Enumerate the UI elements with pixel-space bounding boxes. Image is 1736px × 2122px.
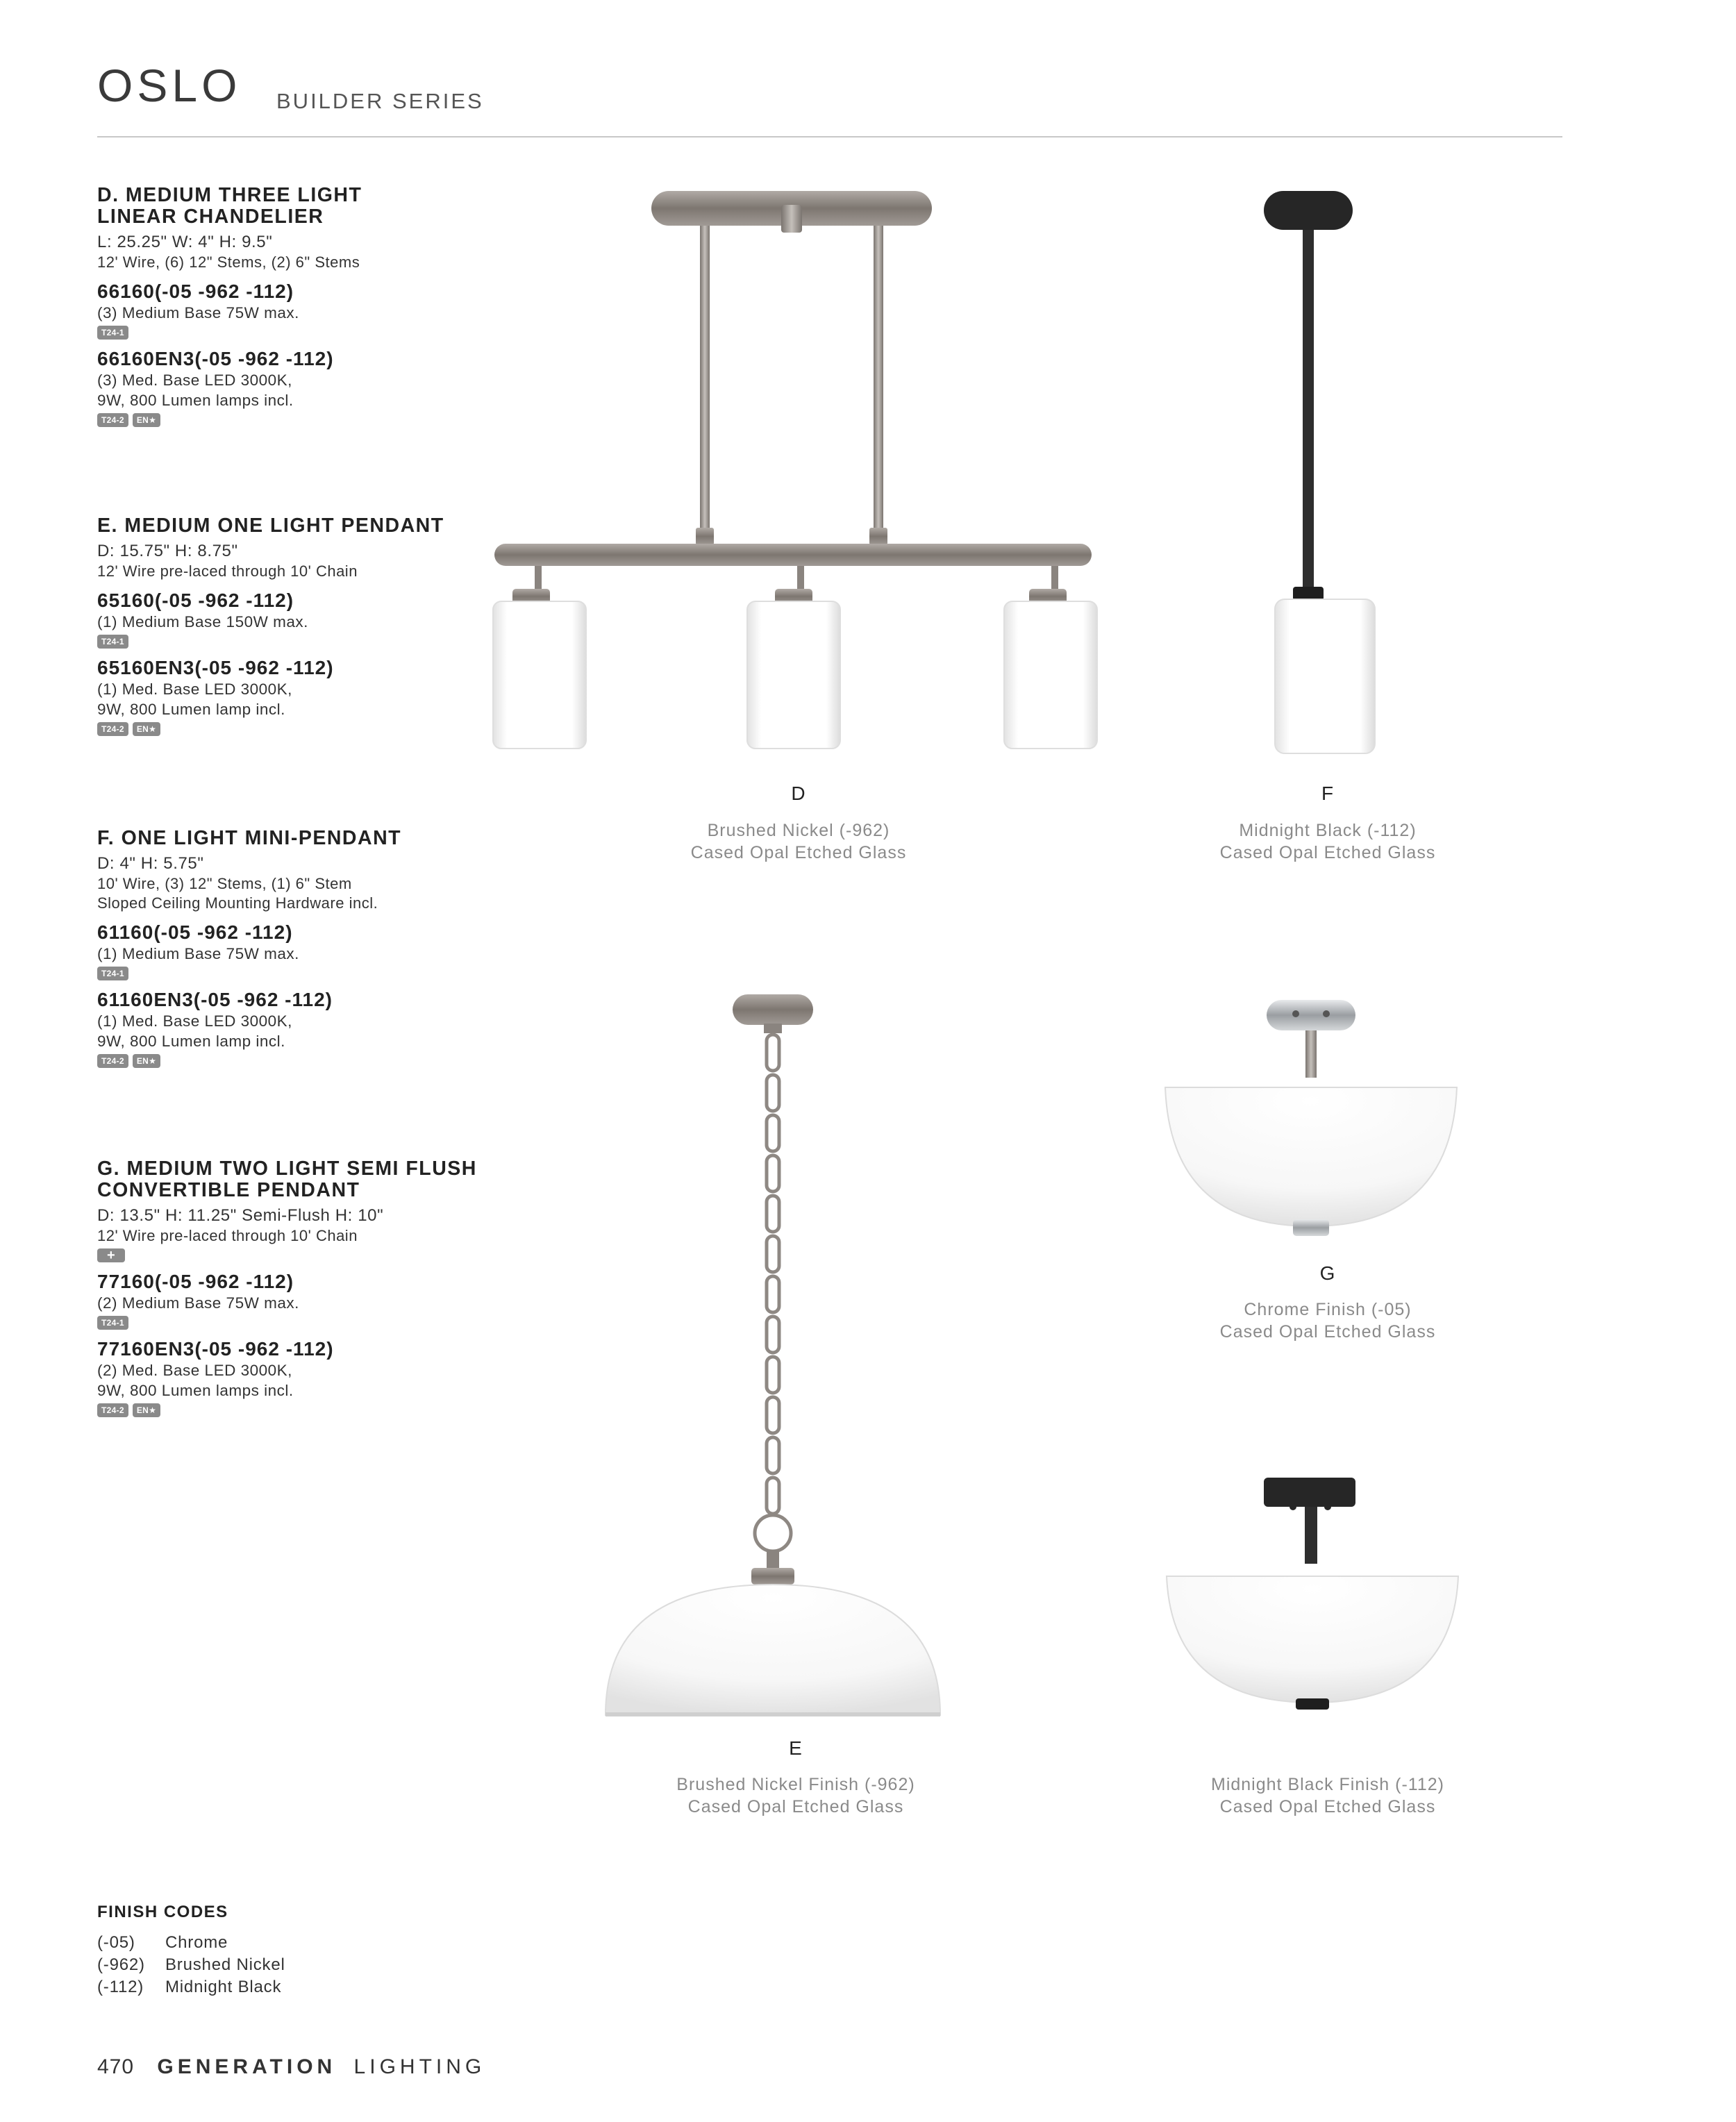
energy-star-badge: EN★	[133, 722, 160, 736]
product-note: 12' Wire pre-laced through 10' Chain	[97, 1227, 358, 1244]
figure-caption-g	[1154, 1298, 1501, 1343]
caption-glass: Cased Opal Etched Glass	[1219, 843, 1436, 862]
semi-flush-black-image	[1167, 1478, 1458, 1710]
pendant-e-image	[606, 994, 940, 1716]
figure-caption-g-black	[1154, 1773, 1501, 1818]
finish-codes-title: FINISH CODES	[97, 1903, 228, 1921]
mini-pendant-f-image	[1264, 191, 1375, 753]
page-number: 470	[97, 2055, 135, 2078]
product-code: 65160(-05 -962 -112)	[97, 590, 294, 611]
product-title: LINEAR CHANDELIER	[97, 206, 324, 228]
product-lamp-desc: (2) Med. Base LED 3000K,	[97, 1362, 292, 1379]
product-lamp-desc: 9W, 800 Lumen lamps incl.	[97, 392, 294, 409]
finish-name: Chrome	[165, 1933, 228, 1952]
finish-codes-table	[97, 1932, 285, 1998]
title24-badge: T24-2	[97, 1054, 128, 1068]
chain	[755, 1035, 791, 1551]
energy-star-badge: EN★	[133, 413, 160, 427]
product-lamp-desc: (3) Med. Base LED 3000K,	[97, 371, 292, 389]
energy-star-badge: EN★	[133, 1054, 160, 1068]
product-note: 10' Wire, (3) 12" Stems, (1) 6" Stem	[97, 875, 352, 892]
product-code: 61160(-05 -962 -112)	[97, 921, 293, 943]
product-lamp-desc: (1) Medium Base 75W max.	[97, 945, 299, 962]
product-code: 66160(-05 -962 -112)	[97, 281, 294, 302]
product-dimensions: D: 15.75" H: 8.75"	[97, 542, 238, 560]
product-code: 77160EN3(-05 -962 -112)	[97, 1338, 334, 1360]
footer-brand-light: LIGHTING	[353, 2055, 486, 2078]
finish-code: (-112)	[97, 1978, 144, 1996]
product-lamp-desc: 9W, 800 Lumen lamp incl.	[97, 701, 285, 718]
product-lamp-desc: 9W, 800 Lumen lamps incl.	[97, 1382, 294, 1399]
footer-brand-bold: GENERATION	[157, 2055, 337, 2078]
figure-caption-e	[622, 1773, 969, 1818]
caption-glass: Cased Opal Etched Glass	[1219, 1797, 1436, 1816]
product-dimensions: D: 13.5" H: 11.25" Semi-Flush H: 10"	[97, 1206, 384, 1225]
finish-code-row	[97, 1954, 285, 1976]
product-lamp-desc: (1) Med. Base LED 3000K,	[97, 1012, 292, 1030]
product-lamp-desc: (3) Medium Base 75W max.	[97, 304, 299, 321]
figure-letter-e: E	[789, 1737, 803, 1759]
title24-badge: T24-2	[97, 1403, 128, 1417]
finish-code: (-05)	[97, 1933, 135, 1952]
figure-letter-f: F	[1321, 783, 1335, 804]
collection-title: OSLO	[97, 60, 242, 111]
title24-badge: T24-2	[97, 722, 128, 736]
product-title: G. MEDIUM TWO LIGHT SEMI FLUSH	[97, 1158, 477, 1180]
chandelier-d-image	[493, 191, 1097, 749]
finish-name: Brushed Nickel	[165, 1955, 285, 1974]
product-title: F. ONE LIGHT MINI-PENDANT	[97, 827, 402, 849]
product-title: D. MEDIUM THREE LIGHT	[97, 184, 362, 206]
product-note: Sloped Ceiling Mounting Hardware incl.	[97, 894, 378, 912]
product-dimensions: L: 25.25" W: 4" H: 9.5"	[97, 233, 273, 251]
product-lamp-desc: 9W, 800 Lumen lamp incl.	[97, 1033, 285, 1050]
title24-badge: T24-1	[97, 967, 128, 980]
product-note: 12' Wire pre-laced through 10' Chain	[97, 562, 358, 580]
finish-code-row	[97, 1932, 285, 1954]
page-footer	[97, 2055, 485, 2079]
figure-caption-d	[625, 819, 972, 864]
finish-name: Midnight Black	[165, 1978, 282, 1996]
convertible-badge: +	[97, 1248, 125, 1262]
product-code: 61160EN3(-05 -962 -112)	[97, 989, 333, 1010]
product-lamp-desc: (2) Medium Base 75W max.	[97, 1294, 299, 1312]
product-note: 12' Wire, (6) 12" Stems, (2) 6" Stems	[97, 253, 360, 271]
collection-series: BUILDER SERIES	[276, 89, 484, 113]
finish-code-row	[97, 1976, 285, 1998]
finish-code: (-962)	[97, 1955, 145, 1974]
product-code: 77160(-05 -962 -112)	[97, 1271, 294, 1292]
title24-badge: T24-1	[97, 635, 128, 649]
product-title: CONVERTIBLE PENDANT	[97, 1179, 360, 1201]
caption-finish: Midnight Black (-112)	[1239, 821, 1417, 840]
product-dimensions: D: 4" H: 5.75"	[97, 854, 204, 873]
title24-badge: T24-1	[97, 1316, 128, 1330]
caption-glass: Cased Opal Etched Glass	[687, 1797, 904, 1816]
caption-finish: Brushed Nickel (-962)	[707, 821, 890, 840]
caption-glass: Cased Opal Etched Glass	[1219, 1322, 1436, 1342]
caption-finish: Midnight Black Finish (-112)	[1211, 1775, 1444, 1794]
product-code: 65160EN3(-05 -962 -112)	[97, 657, 334, 678]
caption-finish: Chrome Finish (-05)	[1244, 1300, 1412, 1319]
product-title: E. MEDIUM ONE LIGHT PENDANT	[97, 515, 444, 537]
product-lamp-desc: (1) Medium Base 150W max.	[97, 613, 308, 630]
title24-badge: T24-1	[97, 326, 128, 340]
caption-finish: Brushed Nickel Finish (-962)	[676, 1775, 915, 1794]
figure-caption-f	[1154, 819, 1501, 864]
semi-flush-g-chrome-image	[1165, 1000, 1457, 1236]
product-code: 66160EN3(-05 -962 -112)	[97, 348, 334, 369]
figure-letter-d: D	[791, 783, 806, 804]
product-lamp-desc: (1) Med. Base LED 3000K,	[97, 680, 292, 698]
energy-star-badge: EN★	[133, 1403, 160, 1417]
caption-glass: Cased Opal Etched Glass	[690, 843, 907, 862]
figure-letter-g: G	[1319, 1262, 1336, 1284]
title24-badge: T24-2	[97, 413, 128, 427]
